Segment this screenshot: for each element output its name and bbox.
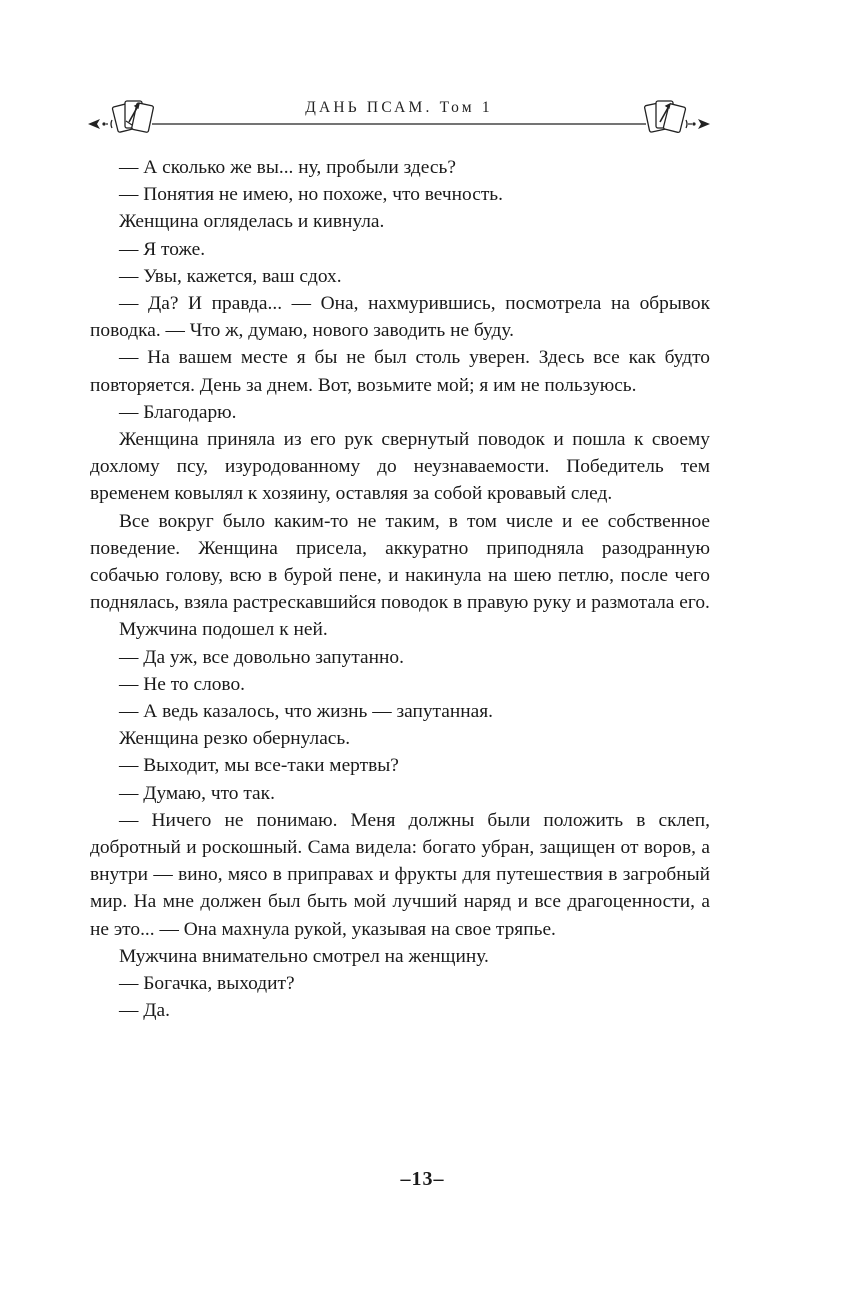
paragraph: — Понятия не имею, но похоже, что вечность. [119,184,503,206]
paragraph: — Богачка, выходит? [119,973,295,995]
paragraph: Мужчина внимательно смотрел на женщину. [119,945,489,967]
paragraph: — Я тоже. [119,238,206,260]
paragraph: — На вашем месте я бы не был столь уверен. Здесь все как будто повторяется. День за днем. Вот, возьмите мой; я им не пользуюсь. [90,347,710,396]
paragraph: — Не то слово. [119,673,246,695]
page-number: –13– [400,1168,445,1190]
paragraph: — Думаю, что так. [119,782,275,804]
paragraph: — Да. [119,1000,170,1022]
paragraph: — Благодарю. [119,401,237,423]
paragraph: — Ничего не понимаю. Меня должны были положить в склеп, добротный и роскошный. Сама видела: богато убран, защищен от воров, а внутри — вино, мясо в приправах и фрукты для путешествия в загробный мир. На мне должен был быть мой лучший наряд и все драгоценности, а не это... — Она махнула рукой, указывая на свое тряпье. [90,809,710,940]
paragraph: — Увы, кажется, ваш сдох. [119,265,342,287]
body-text [90,154,710,1025]
paragraph: Все вокруг было каким-то не таким, в том числе и ее собственное поведение. Женщина присела, аккуратно приподняла разодранную собачью голову, всю в бурой пене, и накинула на шею петлю, после чего поднялась, взяла растрескавшийся поводок в правую руку и размотала его. [90,510,710,614]
paragraph: — А сколько же вы... ну, пробыли здесь? [119,157,456,178]
paragraph: Женщина резко обернулась. [119,728,351,750]
paragraph: Женщина приняла из его рук свернутый поводок и пошла к своему дохлому псу, изуродованному до неузнаваемости. Победитель тем временем ковылял к хозяину, оставляя за собой кровавый след. [90,429,710,505]
paragraph: — Да? И правда... — Она, нахмурившись, посмотрела на обрывок поводка. — Что ж, думаю, нового заводить не буду. [90,293,710,342]
paragraph: Мужчина подошел к ней. [119,619,328,641]
paragraph: Женщина огляделась и кивнула. [119,211,385,233]
paragraph: — А ведь казалось, что жизнь — запутанная. [119,701,493,723]
paragraph: — Выходит, мы все-таки мертвы? [119,755,399,777]
running-title: ДАНЬ ПСАМ. Том 1 [305,99,493,116]
running-header [88,94,710,140]
paragraph: — Да уж, все довольно запутанно. [119,646,404,668]
